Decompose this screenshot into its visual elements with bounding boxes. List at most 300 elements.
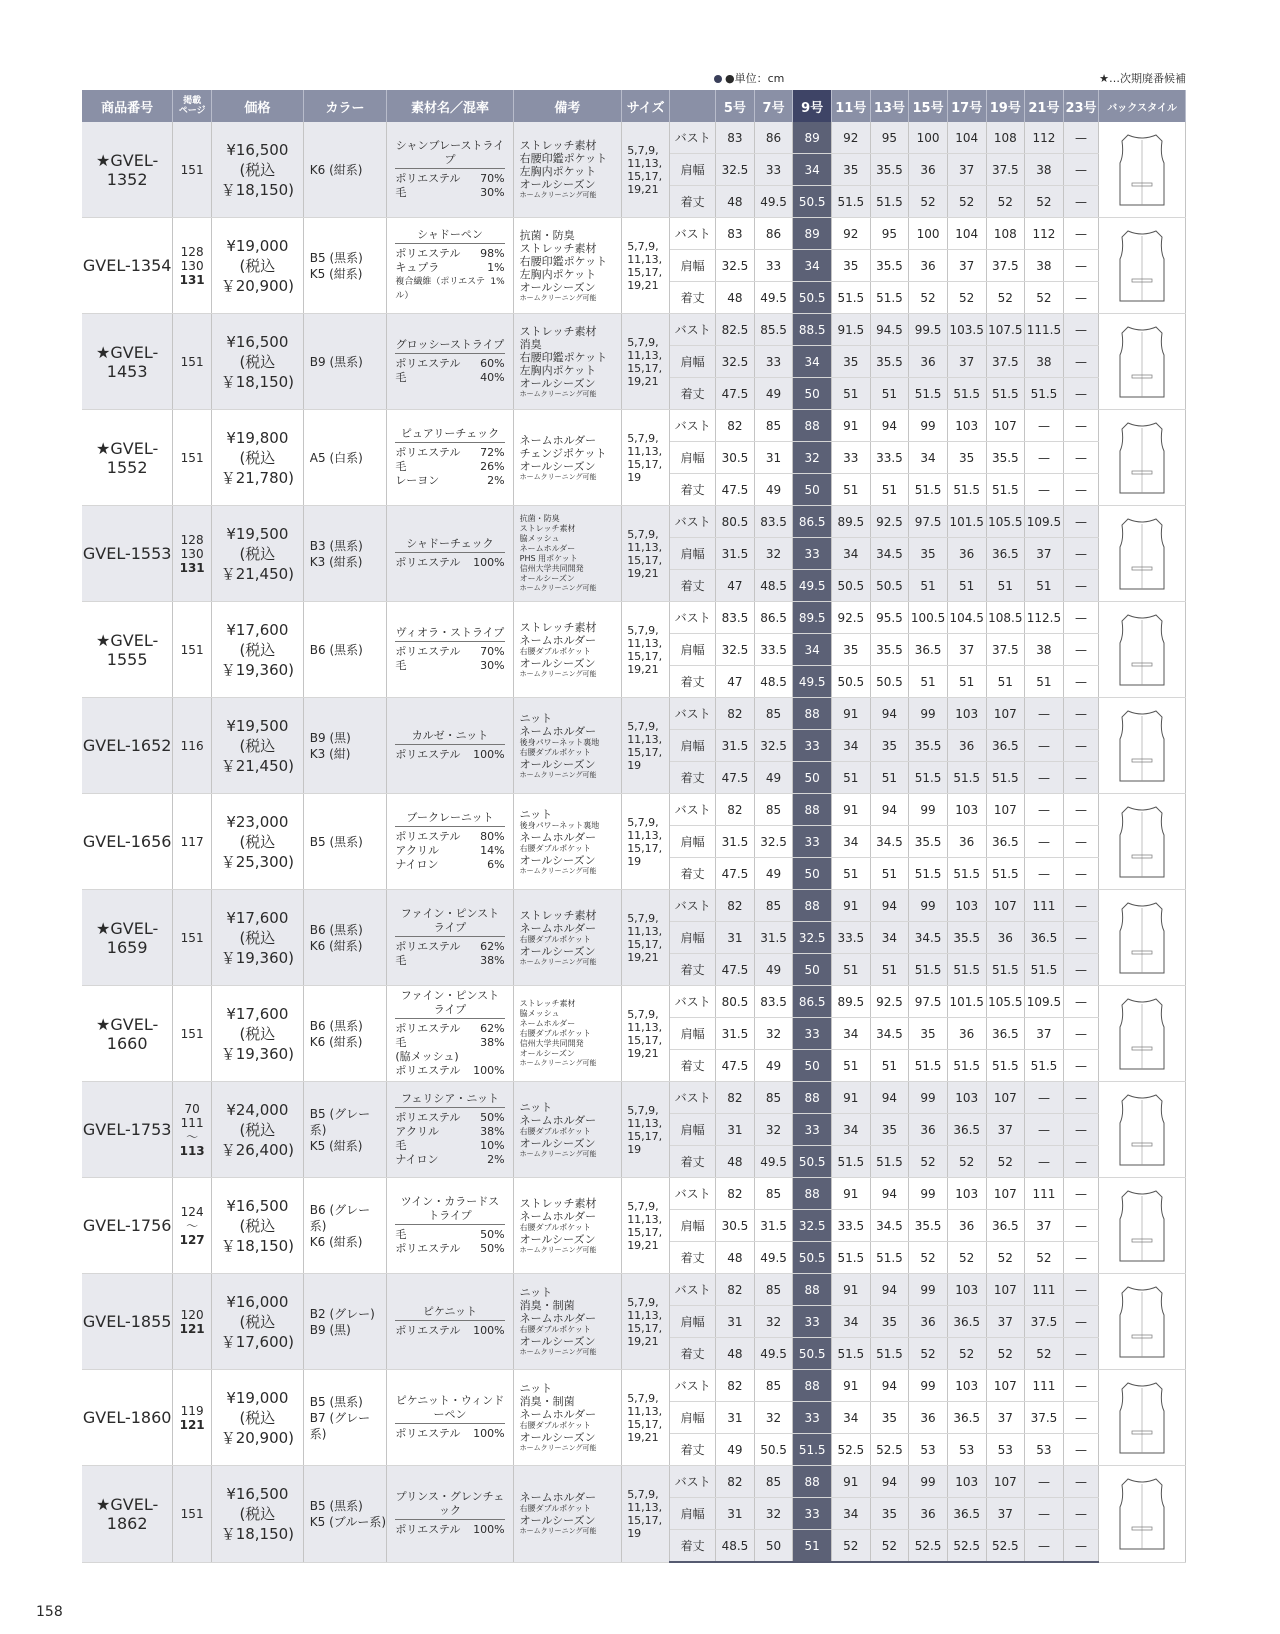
- size-line: 15,17,: [627, 457, 663, 471]
- size-value: 35: [832, 250, 871, 282]
- size-line: 11,13,: [627, 156, 663, 170]
- price-with-tax: (税込￥19,360): [220, 640, 295, 679]
- fiber: ポリエステル: [395, 1523, 461, 1537]
- size-value: —: [1063, 698, 1098, 730]
- product-code: ★GVEL-1555: [82, 602, 173, 698]
- remark: ストレッチ素材: [519, 908, 597, 922]
- size-value: 36: [909, 1306, 948, 1338]
- size-line: 11,13,: [627, 1404, 663, 1418]
- measure-label: バスト: [670, 218, 716, 250]
- color-option: K6 (紺系): [309, 938, 363, 953]
- size-value: 35: [947, 442, 986, 474]
- size-value: —: [1063, 1082, 1098, 1114]
- size-value: 36.5: [986, 1210, 1025, 1242]
- fiber: ポリエステル: [395, 1324, 461, 1337]
- size-value: 52: [1025, 186, 1064, 218]
- fiber: (脇メッシュ): [395, 1050, 459, 1063]
- remarks-cell: [513, 1370, 622, 1466]
- size-value: 34: [832, 1114, 871, 1146]
- page-ref: 121: [179, 1321, 205, 1336]
- page-ref: 127: [179, 1232, 205, 1247]
- fiber: ポリエステル: [395, 1242, 461, 1255]
- size-value: —: [1063, 1018, 1098, 1050]
- ratio: 50%: [480, 1111, 505, 1124]
- size-line: 5,7,9,: [627, 815, 659, 829]
- remark: オールシーズン: [519, 178, 596, 191]
- remark: 後身パワーネット裏地: [519, 820, 600, 830]
- price: ¥19,000: [226, 1388, 289, 1407]
- size-value: 82: [716, 1082, 755, 1114]
- remark: ストレッチ素材: [519, 620, 597, 634]
- size-value: 49.5: [754, 1242, 793, 1274]
- size-value: 91.5: [832, 314, 871, 346]
- measure-label: 着丈: [670, 1242, 716, 1274]
- back-style-cell: [1099, 410, 1186, 506]
- size-value: 52: [986, 1338, 1025, 1370]
- size-value: 51: [793, 1530, 832, 1563]
- size-value: 88: [793, 1274, 832, 1306]
- table-row: [82, 794, 1186, 826]
- size-value: 82: [716, 1370, 755, 1402]
- size-value: 37: [986, 1114, 1025, 1146]
- size-value: 36: [947, 1210, 986, 1242]
- size-range: [622, 1466, 670, 1563]
- measure-label: バスト: [670, 1370, 716, 1402]
- size-value: 30.5: [716, 442, 755, 474]
- color-cell: [303, 1370, 387, 1466]
- product-code: GVEL-1860: [82, 1370, 173, 1466]
- color-cell: [303, 1274, 387, 1370]
- fiber: 複合繊維（ポリエステル）: [395, 277, 485, 301]
- table-row: [82, 410, 1186, 442]
- size-value: 36: [909, 154, 948, 186]
- size-value: 92.5: [870, 506, 909, 538]
- page-ref: 151: [180, 450, 204, 465]
- material-composition: [395, 830, 504, 844]
- product-code: GVEL-1553: [82, 506, 173, 602]
- fiber: ポリエステル: [395, 172, 461, 185]
- vest-back-icon: [1114, 995, 1170, 1073]
- remark: 右腰ダブルポケット: [519, 646, 591, 656]
- size-value: 52.5: [832, 1434, 871, 1466]
- size-value: 37.5: [986, 250, 1025, 282]
- material-cell: [387, 122, 513, 218]
- size-value: 94: [870, 1274, 909, 1306]
- size-value: 35: [832, 154, 871, 186]
- size-value: 32.5: [716, 154, 755, 186]
- size-value: 32: [754, 1114, 793, 1146]
- remark: ネームホルダー: [519, 1209, 597, 1223]
- material-cell: [387, 1466, 513, 1563]
- col-size-5: 5号: [716, 90, 755, 122]
- remark: オールシーズン: [519, 853, 596, 867]
- size-value: 92.5: [870, 986, 909, 1018]
- size-value: 83.5: [754, 986, 793, 1018]
- ratio: 38%: [480, 954, 505, 967]
- price: ¥16,000: [226, 1292, 289, 1311]
- price-with-tax: (税込￥21,780): [220, 448, 295, 487]
- size-line: 5,7,9,: [627, 143, 659, 157]
- size-value: 47.5: [716, 1050, 755, 1082]
- page-ref: ～: [186, 1218, 199, 1233]
- size-value: 109.5: [1025, 986, 1064, 1018]
- measure-label: 肩幅: [670, 1018, 716, 1050]
- ratio: 50%: [480, 1242, 505, 1255]
- price-with-tax: (税込￥18,150): [220, 1504, 295, 1543]
- size-value: 36: [947, 730, 986, 762]
- size-value: 101.5: [947, 506, 986, 538]
- price-with-tax: (税込￥20,900): [220, 1408, 295, 1447]
- size-value: 50: [793, 762, 832, 794]
- fiber: ポリエステル: [395, 1111, 461, 1124]
- size-value: 47.5: [716, 378, 755, 410]
- size-value: 50.5: [870, 570, 909, 602]
- size-value: 32: [754, 1402, 793, 1434]
- size-value: —: [1063, 346, 1098, 378]
- size-value: 112.5: [1025, 602, 1064, 634]
- remark: オールシーズン: [519, 1514, 596, 1528]
- measure-label: 肩幅: [670, 1114, 716, 1146]
- ratio: 100%: [473, 556, 505, 569]
- size-value: 35.5: [986, 442, 1025, 474]
- size-value: 52: [832, 1530, 871, 1563]
- size-value: 37: [986, 1498, 1025, 1530]
- size-value: 51: [832, 474, 871, 506]
- fiber: ポリエステル: [395, 357, 461, 370]
- material-composition: [395, 1139, 504, 1153]
- size-value: 88: [793, 1178, 832, 1210]
- remark: 右腰ダブルポケット: [519, 1126, 591, 1136]
- material-composition: [395, 474, 504, 488]
- remark: PHS 用ポケット: [519, 554, 578, 563]
- size-value: —: [1063, 1274, 1098, 1306]
- size-value: 88: [793, 794, 832, 826]
- remark: ネームホルダー: [519, 433, 597, 447]
- page-ref: 116: [180, 738, 204, 753]
- size-value: 51: [832, 762, 871, 794]
- material-cell: [387, 410, 513, 506]
- size-value: 50: [793, 1050, 832, 1082]
- size-line: 5,7,9,: [627, 431, 659, 445]
- back-style-cell: [1099, 314, 1186, 410]
- size-value: —: [1063, 1242, 1098, 1274]
- size-value: 49: [754, 762, 793, 794]
- size-value: 36: [909, 346, 948, 378]
- ratio: 100%: [473, 1427, 505, 1440]
- size-value: 51.5: [832, 1338, 871, 1370]
- size-value: 51: [870, 762, 909, 794]
- size-value: 51.5: [832, 1242, 871, 1274]
- material-name: カルゼ・ニット: [395, 729, 504, 745]
- size-value: 35.5: [909, 1210, 948, 1242]
- size-value: 36: [909, 1402, 948, 1434]
- material-name: ヴィオラ・ストライプ: [395, 626, 504, 642]
- page-ref: ～: [186, 1129, 199, 1144]
- ratio: 72%: [480, 446, 505, 459]
- size-value: 35: [909, 1018, 948, 1050]
- size-value: 52: [1025, 1242, 1064, 1274]
- size-value: —: [1063, 954, 1098, 986]
- color-cell: [303, 410, 387, 506]
- size-value: 34: [793, 154, 832, 186]
- size-value: 107: [986, 698, 1025, 730]
- color-option: B9 (黒系): [309, 354, 363, 369]
- table-row: [82, 986, 1186, 1018]
- back-style-cell: [1099, 602, 1186, 698]
- size-value: —: [1025, 1082, 1064, 1114]
- fiber: ナイロン: [395, 1153, 439, 1166]
- material-composition: [395, 748, 504, 762]
- size-line: 11,13,: [627, 540, 663, 554]
- remark: オールシーズン: [519, 1335, 596, 1348]
- size-value: 99: [909, 1082, 948, 1114]
- remark: オールシーズン: [519, 1232, 596, 1246]
- catalog-pages: [173, 1466, 212, 1563]
- page-ref: 131: [179, 272, 205, 287]
- price-cell: [211, 218, 303, 314]
- size-value: —: [1063, 378, 1098, 410]
- size-line: 5,7,9,: [627, 719, 659, 733]
- remark: オールシーズン: [519, 376, 596, 390]
- measure-label: 着丈: [670, 282, 716, 314]
- size-line: 19,21: [627, 566, 659, 580]
- page-number: 158: [36, 1604, 63, 1620]
- measure-label: バスト: [670, 698, 716, 730]
- size-line: 5,7,9,: [627, 623, 659, 637]
- size-value: 49.5: [754, 282, 793, 314]
- fiber: レーヨン: [395, 474, 440, 487]
- size-value: 34: [870, 922, 909, 954]
- color-option: K6 (紺系): [309, 1234, 363, 1249]
- price-cell: [211, 1082, 303, 1178]
- price: ¥24,000: [226, 1100, 289, 1119]
- remark: ホームクリーニング可能: [519, 1527, 597, 1536]
- price-with-tax: (税込￥18,150): [220, 160, 295, 199]
- vest-back-icon: [1114, 227, 1170, 305]
- remark: ホームクリーニング可能: [519, 1245, 597, 1254]
- fiber: 毛: [395, 186, 407, 199]
- measure-label: 着丈: [670, 954, 716, 986]
- material-composition: [395, 556, 504, 570]
- size-value: —: [1063, 858, 1098, 890]
- size-line: 15,17,: [627, 1513, 663, 1527]
- size-range: [622, 410, 670, 506]
- size-line: 11,13,: [627, 1116, 663, 1130]
- size-line: 11,13,: [627, 1212, 663, 1226]
- size-value: 31: [716, 1402, 755, 1434]
- size-value: 50.5: [793, 1242, 832, 1274]
- size-value: —: [1063, 538, 1098, 570]
- size-value: 53: [986, 1434, 1025, 1466]
- size-value: 52: [909, 1242, 948, 1274]
- vest-back-icon: [1114, 419, 1170, 497]
- size-range: [622, 602, 670, 698]
- color-cell: [303, 1082, 387, 1178]
- material-composition: [395, 659, 504, 673]
- size-value: —: [1025, 442, 1064, 474]
- price: ¥16,500: [226, 1484, 289, 1503]
- size-value: 86.5: [793, 506, 832, 538]
- size-value: 48.5: [716, 1530, 755, 1563]
- color-option: A5 (白系): [309, 450, 363, 465]
- ratio: 30%: [480, 186, 505, 199]
- size-value: 34: [832, 538, 871, 570]
- remark: ホームクリーニング可能: [519, 1149, 597, 1158]
- vest-back-icon: [1114, 131, 1170, 209]
- color-cell: [303, 314, 387, 410]
- size-value: 36: [986, 922, 1025, 954]
- remark: 消臭・制菌: [519, 1395, 575, 1408]
- size-value: 37: [947, 250, 986, 282]
- size-value: 85: [754, 1082, 793, 1114]
- size-value: 32.5: [793, 1210, 832, 1242]
- size-line: 11,13,: [627, 252, 663, 266]
- table-row: [82, 218, 1186, 250]
- page-ref: 151: [180, 642, 204, 657]
- size-value: 104: [947, 122, 986, 154]
- size-line: 15,17,: [627, 1417, 663, 1431]
- size-line: 15,17,: [627, 1225, 663, 1239]
- size-value: 37: [1025, 1210, 1064, 1242]
- remarks-cell: [513, 1274, 622, 1370]
- remark: ホームクリーニング可能: [519, 584, 597, 592]
- size-line: 19,21: [627, 1430, 659, 1444]
- size-value: 85.5: [754, 314, 793, 346]
- col-size-9: 9号: [793, 90, 832, 122]
- ratio: 26%: [480, 460, 505, 473]
- size-value: 89: [793, 218, 832, 250]
- size-value: 52.5: [909, 1530, 948, 1563]
- catalog-pages: [173, 122, 212, 218]
- size-value: 85: [754, 1370, 793, 1402]
- size-value: 34: [832, 730, 871, 762]
- price: ¥17,600: [226, 908, 289, 927]
- size-line: 11,13,: [627, 348, 663, 362]
- price-with-tax: (税込￥17,600): [220, 1312, 295, 1351]
- material-name: ピュアリーチェック: [395, 427, 504, 443]
- size-value: 32.5: [716, 250, 755, 282]
- size-value: 89.5: [832, 506, 871, 538]
- remarks-cell: [513, 122, 622, 218]
- size-value: 34: [832, 1018, 871, 1050]
- size-value: 47.5: [716, 954, 755, 986]
- size-value: 95: [870, 122, 909, 154]
- size-value: 50.5: [793, 186, 832, 218]
- size-value: 34: [832, 1402, 871, 1434]
- size-value: 91: [832, 1370, 871, 1402]
- size-value: 99.5: [909, 314, 948, 346]
- size-value: 50.5: [870, 666, 909, 698]
- fiber: ナイロン: [395, 858, 439, 871]
- price-cell: [211, 1466, 303, 1563]
- remark: 消臭・制菌: [519, 1299, 575, 1312]
- size-value: 31.5: [716, 730, 755, 762]
- remark: オールシーズン: [519, 574, 575, 583]
- spec-table: [82, 90, 1186, 1563]
- size-value: 48: [716, 1242, 755, 1274]
- price-cell: [211, 986, 303, 1082]
- material-composition: [395, 954, 504, 968]
- remarks-cell: [513, 602, 622, 698]
- back-style-cell: [1099, 1466, 1186, 1563]
- product-code: GVEL-1656: [82, 794, 173, 890]
- back-style-cell: [1099, 794, 1186, 890]
- size-value: 32: [754, 1306, 793, 1338]
- remark: オールシーズン: [519, 1431, 596, 1444]
- size-value: 101.5: [947, 986, 986, 1018]
- size-value: 37.5: [986, 346, 1025, 378]
- size-value: 82: [716, 794, 755, 826]
- color-option: K3 (紺): [309, 746, 351, 761]
- size-value: 99: [909, 410, 948, 442]
- size-value: 53: [909, 1434, 948, 1466]
- vest-back-icon: [1114, 515, 1170, 593]
- size-value: 51: [1025, 570, 1064, 602]
- size-value: 92.5: [832, 602, 871, 634]
- measure-label: バスト: [670, 314, 716, 346]
- size-value: 89.5: [793, 602, 832, 634]
- catalog-pages: [173, 986, 212, 1082]
- size-value: —: [1063, 506, 1098, 538]
- remark: 右腰ダブルポケット: [519, 1421, 591, 1430]
- size-value: 97.5: [909, 506, 948, 538]
- product-code: GVEL-1652: [82, 698, 173, 794]
- size-value: 50: [793, 474, 832, 506]
- measure-label: 着丈: [670, 1338, 716, 1370]
- size-value: —: [1063, 250, 1098, 282]
- size-value: —: [1025, 1530, 1064, 1563]
- size-value: 82: [716, 1178, 755, 1210]
- size-range: [622, 1370, 670, 1466]
- product-code: ★GVEL-1552: [82, 410, 173, 506]
- ratio: 30%: [480, 659, 505, 672]
- remarks-cell: [513, 218, 622, 314]
- size-value: 51.5: [793, 1434, 832, 1466]
- remark: ネームホルダー: [519, 1113, 597, 1127]
- remark: 右腰印鑑ポケット: [519, 152, 608, 165]
- fiber: 毛: [395, 460, 407, 473]
- color-option: B5 (グレー系): [309, 1106, 371, 1137]
- size-value: 51: [986, 570, 1025, 602]
- size-value: 51.5: [947, 762, 986, 794]
- size-value: 51: [832, 1050, 871, 1082]
- product-code: ★GVEL-1862: [82, 1466, 173, 1563]
- size-value: 37: [947, 346, 986, 378]
- size-range: [622, 1178, 670, 1274]
- remark: ネームホルダー: [519, 544, 576, 553]
- size-value: 36.5: [909, 634, 948, 666]
- price-with-tax: (税込￥26,400): [220, 1120, 295, 1159]
- size-value: 49.5: [754, 186, 793, 218]
- size-line: 5,7,9,: [627, 527, 659, 541]
- size-value: 91: [832, 410, 871, 442]
- size-value: 52.5: [986, 1530, 1025, 1563]
- size-value: 91: [832, 1466, 871, 1498]
- size-line: 19,21: [627, 1046, 659, 1060]
- size-value: 36: [909, 250, 948, 282]
- table-row: [82, 314, 1186, 346]
- material-name: シャドーチェック: [395, 537, 504, 553]
- size-value: 37: [986, 1306, 1025, 1338]
- size-value: 111.5: [1025, 314, 1064, 346]
- remark: 右腰ダブルポケット: [519, 1504, 591, 1514]
- material-composition: [395, 1228, 504, 1242]
- size-value: 51: [870, 954, 909, 986]
- catalog-pages: [173, 1274, 212, 1370]
- size-value: 34: [793, 634, 832, 666]
- size-line: 11,13,: [627, 1308, 663, 1322]
- price-cell: [211, 506, 303, 602]
